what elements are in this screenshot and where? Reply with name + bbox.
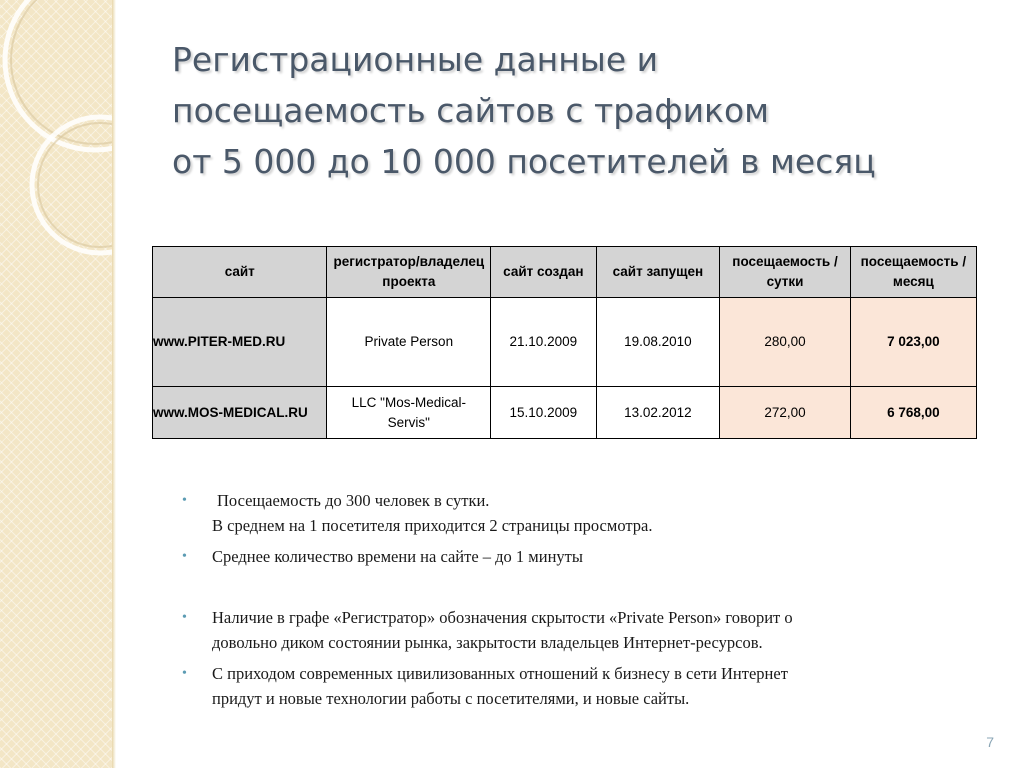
cell-visits-per-month: 6 768,00	[850, 387, 976, 439]
title-line-3: от 5 000 до 10 000 посетителей в месяц	[172, 142, 876, 181]
bullet-text: С приходом современных цивилизованных отношений к бизнесу в сети Интернет	[212, 664, 788, 683]
bullet-text: довольно диком состоянии рынка, закрытости владельцев Интернет-ресурсов.	[212, 633, 763, 652]
bullet-icon: •	[182, 666, 187, 681]
header-visits-per-day: посещаемость / сутки	[720, 247, 850, 298]
bullet-item	[182, 661, 982, 711]
table-header-row	[153, 247, 977, 298]
bullet-icon: •	[182, 610, 187, 625]
cell-registrar: LLC "Mos-Medical-Servis"	[327, 387, 491, 439]
bullet-text: придут и новые технологии работы с посетителями, и новые сайты.	[212, 689, 690, 708]
bullet-item	[182, 488, 982, 538]
bullet-item	[182, 544, 982, 569]
header-visits-per-month: посещаемость / месяц	[850, 247, 976, 298]
bullet-text: Наличие в графе «Регистратор» обозначения скрытости «Private Person» говорит о	[212, 608, 793, 627]
cell-launched: 13.02.2012	[596, 387, 720, 439]
cell-visits-per-day: 280,00	[720, 298, 850, 387]
header-registrar: регистратор/владелец проекта	[327, 247, 491, 298]
decorative-rings	[0, 0, 112, 768]
bullet-icon: •	[182, 549, 187, 564]
registration-table	[152, 246, 977, 439]
header-site: сайт	[153, 247, 327, 298]
table-row	[153, 387, 977, 439]
header-launched: сайт запущен	[596, 247, 720, 298]
cell-visits-per-month: 7 023,00	[850, 298, 976, 387]
cell-created: 21.10.2009	[491, 298, 596, 387]
bullet-item	[182, 605, 982, 655]
cell-launched: 19.08.2010	[596, 298, 720, 387]
table-row	[153, 298, 977, 387]
cell-site: www.PITER-MED.RU	[153, 298, 327, 387]
strip-edge	[112, 0, 116, 768]
header-created: сайт создан	[491, 247, 596, 298]
title-line-1: Регистрационные данные и	[172, 40, 659, 79]
bullet-text: Среднее количество времени на сайте – до 1 минуты	[212, 547, 583, 566]
cell-visits-per-day: 272,00	[720, 387, 850, 439]
cell-created: 15.10.2009	[491, 387, 596, 439]
bullet-list	[182, 488, 982, 717]
cell-registrar: Private Person	[327, 298, 491, 387]
bullet-text: В среднем на 1 посетителя приходится 2 страницы просмотра.	[212, 516, 653, 535]
slide-title	[172, 34, 992, 187]
decorative-side-strip	[0, 0, 112, 768]
title-line-2: посещаемость сайтов с трафиком	[172, 91, 770, 130]
page-number: 7	[986, 734, 994, 750]
cell-site: www.MOS-MEDICAL.RU	[153, 387, 327, 439]
bullet-icon: •	[182, 493, 187, 508]
bullet-text: Посещаемость до 300 человек в сутки.	[217, 491, 490, 510]
